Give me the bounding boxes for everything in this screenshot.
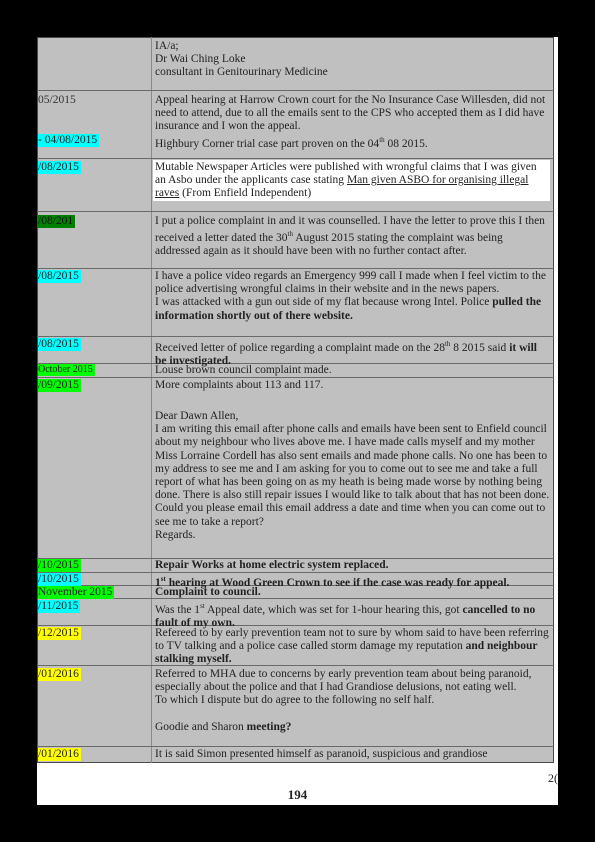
entry-text: Received letter of police regarding a complaint made on the 28 xyxy=(155,341,445,354)
entry-bold-text: cancelled to no fault of my own. xyxy=(155,603,536,630)
entry-text: 1 xyxy=(155,576,161,589)
row-date: /01/2016 xyxy=(38,668,79,680)
row-entry: Appeal hearing at Harrow Crown court for the No Insurance Case Willesden, did not need to attend, due to all the emails sent to the CPS who accepted them as I did have insurance and I won the appeal. xyxy=(155,94,546,133)
entry-text: 08 2015. xyxy=(384,137,428,150)
entry-text: I have a police video regards an Emergency 999 call I made when I feel victim to the police advertising wrongful claims in their website and in the news papers. xyxy=(155,270,546,296)
header-block xyxy=(155,40,550,80)
row-entry xyxy=(155,270,550,323)
row-date: /11/2015 xyxy=(38,600,79,612)
header-line: Dr Wai Ching Loke xyxy=(155,53,246,66)
entry-text: I put a police complaint in and it was counselled. I have the letter to prove this I then received a letter dated the 30 xyxy=(155,215,545,245)
row-separator xyxy=(37,90,554,91)
entry-superscript: th xyxy=(287,230,293,239)
row-date: November 2015 xyxy=(38,586,113,598)
email-letter xyxy=(155,410,550,542)
row-entry xyxy=(155,668,550,734)
row-date: /01/2016 xyxy=(38,748,79,760)
row-separator xyxy=(37,268,554,269)
entry-text: I was attacked with a gun out side of my flat because wrong Intel. Police xyxy=(155,296,493,309)
article-link[interactable]: Man given ASBO for organising illegal raves xyxy=(155,174,529,200)
row-entry: Complaint to council. xyxy=(155,586,261,598)
row-date: October 2015 xyxy=(38,364,93,375)
entry-text xyxy=(155,296,550,322)
row-separator xyxy=(37,336,554,337)
row-entry xyxy=(155,600,550,630)
entry-text: Refereed to by early prevention team not to sure by whom said to have been referring to TV talking and a police case called storm damage my reputation xyxy=(155,627,549,653)
row-entry: It is said Simon presented himself as paranoid, suspicious and grandiose xyxy=(155,748,488,760)
row-separator xyxy=(37,211,554,212)
entry-superscript: th xyxy=(444,340,451,348)
header-line: IA/a; xyxy=(155,40,179,52)
entry-text: Mutable Newspaper Articles were published with wrongful claims that I was given an Asbo under the applicants case stating xyxy=(155,161,537,187)
letter-greeting: Dear Dawn Allen, xyxy=(155,410,239,422)
header-line: consultant in Genitourinary Medicine xyxy=(155,66,328,79)
entry-text: Appeal date, which was set for 1-hour hearing this, got xyxy=(204,603,463,616)
row-date: /10/2015 xyxy=(38,573,79,585)
row-date: /08/2015 xyxy=(38,161,79,173)
entry-bold-text: it will be investigated. xyxy=(155,341,537,368)
row-entry: Repair Works at home electric system replaced. xyxy=(155,559,389,571)
entry-bold-text: meeting? xyxy=(246,720,292,733)
row-date: 05/2015 xyxy=(38,94,76,106)
entry-text: (From Enfield Independent) xyxy=(179,187,312,200)
entry-text: Highbury Corner trial case part proven on the 04 xyxy=(155,137,380,150)
row-date: /12/2015 xyxy=(38,627,79,639)
row-separator xyxy=(37,746,554,747)
row-entry xyxy=(155,627,550,667)
letter-request: Could you please email this email address a date and time when you can come out to see me to take a report? xyxy=(155,502,546,528)
row-date: /10/2015 xyxy=(38,559,79,571)
row-entry: Louse brown council complaint made. xyxy=(155,364,332,376)
entry-superscript: th xyxy=(379,136,385,144)
row-date: /08/201 xyxy=(38,215,74,227)
page-number: 194 xyxy=(287,787,308,802)
letter-body: I am writing this email after phone calls and emails have been sent to Enfield council about my neighbour who lives above me. I have made calls myself and my mother Miss Lorraine Cordell has also sent emails and made phone calls. No one has been to my address to see me and I am asking for you to come out to see me and take a full report of what has been going on as my heath is being made worse by nothing being done. There is also still repair issues I would like to talk about that has not been done. xyxy=(155,423,550,502)
entry-text: Goodie and Sharon xyxy=(155,720,247,733)
entry-text: To which I dispute but do agree to the following no self half. xyxy=(155,694,435,707)
row-entry xyxy=(155,134,550,151)
row-date: /09/2015 xyxy=(38,379,79,391)
row-entry xyxy=(155,215,550,258)
row-entry: More complaints about 113 and 117. xyxy=(155,379,324,391)
entry-superscript: st xyxy=(160,575,166,583)
edge-page-number: 2( xyxy=(548,771,558,785)
row-date: /08/2015 xyxy=(38,338,79,350)
entry-bold-text: pulled the information shortly out of there website. xyxy=(155,296,542,322)
row-date: /08/2015 xyxy=(38,270,79,282)
entry-superscript: st xyxy=(200,602,205,610)
entry-bold-text: and neighbour stalking myself. xyxy=(155,640,538,666)
entry-text: Referred to MHA due to concerns by early prevention team about being paranoid, especially about the police and that I had Grandiose delusions, not eating well. xyxy=(155,668,532,694)
entry-text xyxy=(155,721,550,734)
letter-signoff: Regards. xyxy=(155,528,196,541)
row-date: - 04/08/2015 xyxy=(38,134,98,146)
entry-text: hearing at Wood Green Crown to see if the case was ready for appeal. xyxy=(165,576,510,589)
entry-text: 8 2015 said xyxy=(450,341,510,354)
entry-text: Was the 1 xyxy=(155,603,201,616)
row-entry xyxy=(155,161,550,201)
entry-text: August 2015 stating the complaint was being addressed again as it should have been with no further contact after. xyxy=(155,232,503,258)
row-separator xyxy=(37,158,554,159)
column-divider xyxy=(151,37,152,763)
